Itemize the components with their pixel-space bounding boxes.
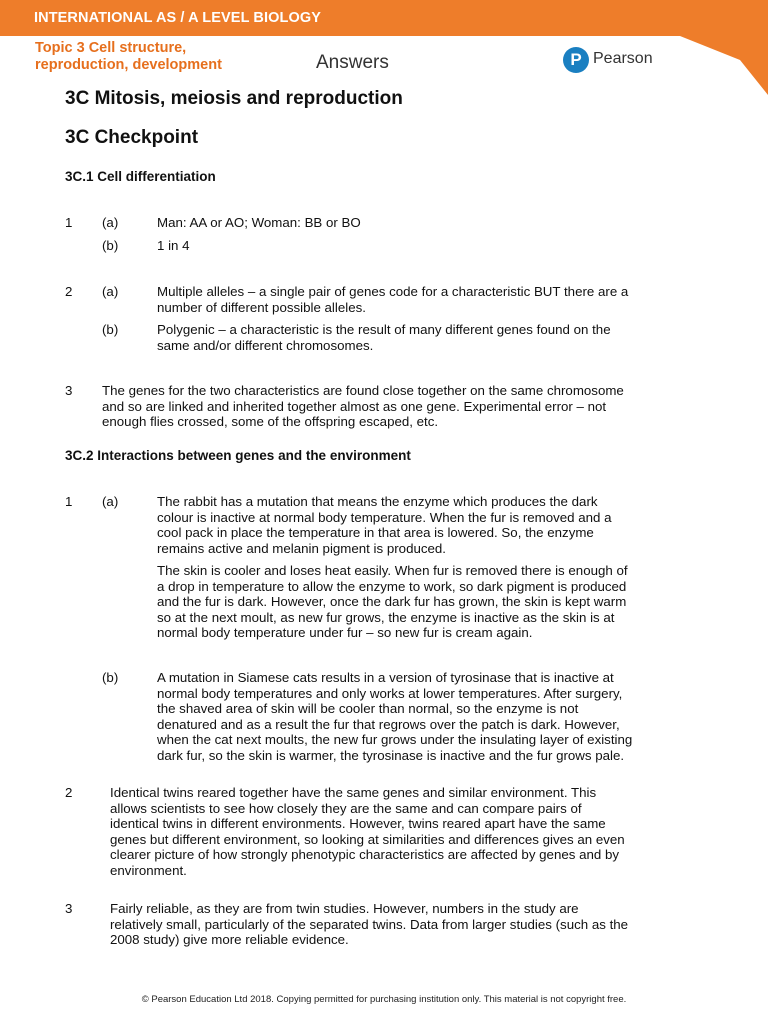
topic-title-line2: reproduction, development bbox=[35, 57, 222, 73]
text-line: denatured and as a result the fur that regrows over the patch is dark. However, bbox=[157, 716, 620, 732]
text-line: The genes for the two characteristics are found close together on the same chromosome bbox=[102, 383, 624, 398]
text-line: dark fur, so the skin is warmer, the tyrosinase is inactive and the fur grows pale. bbox=[157, 747, 625, 763]
answer-paragraph bbox=[157, 563, 667, 641]
answer-text bbox=[102, 383, 668, 430]
text-line: A mutation in Siamese cats results in a version of tyrosinase that is inactive at bbox=[157, 670, 614, 685]
text-line: so at the next moult, as new fur grows, the enzyme is inactive as the skin is at bbox=[157, 609, 615, 625]
part-label: (b) bbox=[102, 238, 119, 253]
question-number: 3 bbox=[65, 383, 73, 398]
text-line: and so are linked and inherited together almost as one gene. Experimental error – not bbox=[102, 398, 607, 414]
part-label: (a) bbox=[102, 284, 119, 299]
text-line: The skin is cooler and loses heat easily. When fur is removed there is enough of bbox=[157, 563, 628, 578]
text-line: genes but different environment, so looking at similarities and differences gives an even bbox=[110, 831, 625, 847]
answer-text bbox=[157, 322, 667, 353]
question-number: 1 bbox=[65, 494, 73, 509]
text-line: normal body temperatures and only works at lower temperatures. After surgery, bbox=[157, 685, 623, 701]
text-line: 2008 study) give more reliable evidence. bbox=[110, 932, 349, 948]
text-line: same and/or different chromosomes. bbox=[157, 337, 374, 353]
part-label: (b) bbox=[102, 670, 119, 685]
text-line: The rabbit has a mutation that means the enzyme which produces the dark bbox=[157, 494, 598, 509]
text-line: environment. bbox=[110, 862, 187, 878]
text-line: remains active and melanin pigment is produced. bbox=[157, 540, 446, 556]
part-label: (a) bbox=[102, 494, 119, 509]
copyright-footer: © Pearson Education Ltd 2018. Copying permitted for purchasing institution only. This material is not copyright free. bbox=[141, 994, 627, 1005]
topic-title-line1: Topic 3 Cell structure, bbox=[35, 40, 187, 56]
text-line: Identical twins reared together have the same genes and similar environment. This bbox=[110, 785, 597, 800]
text-line: number of different possible alleles. bbox=[157, 299, 366, 315]
question-number: 1 bbox=[65, 215, 73, 230]
text-line: clearer picture of how strongly phenotypic characteristics are affected by genes and by bbox=[110, 847, 620, 863]
part-label: (a) bbox=[102, 215, 119, 230]
text-line: normal body temperature under fur – so new fur is cream again. bbox=[157, 625, 533, 641]
series-title: INTERNATIONAL AS / A LEVEL BIOLOGY bbox=[34, 10, 321, 26]
pearson-logo-icon: P bbox=[563, 47, 589, 73]
section-heading-3c1: 3C.1 Cell differentiation bbox=[65, 169, 216, 184]
text-line: Fairly reliable, as they are from twin studies. However, numbers in the study are bbox=[110, 901, 579, 916]
question-number: 3 bbox=[65, 901, 73, 916]
question-number: 2 bbox=[65, 284, 73, 299]
text-line: identical twins in different environments. However, twins reared apart have the same bbox=[110, 816, 606, 832]
text-line: Multiple alleles – a single pair of genes code for a characteristic BUT there are a bbox=[157, 284, 629, 299]
answer-paragraph bbox=[157, 494, 667, 556]
text-line: relatively small, particularly of the separated twins. Data from larger studies (such as the bbox=[110, 916, 629, 932]
text-line: cool pack in place the temperature in that area is lowered. So, the enzyme bbox=[157, 525, 594, 541]
text-line: and the fur is dark. However, once the dark fur has grown, the skin is kept warm bbox=[157, 594, 627, 610]
pearson-wordmark: Pearson bbox=[593, 50, 653, 67]
answer-text bbox=[157, 284, 667, 315]
text-line: allows scientists to see how closely they are the same and can compare pairs of bbox=[110, 800, 582, 816]
section-label: Answers bbox=[316, 52, 389, 73]
part-label: (b) bbox=[102, 322, 119, 337]
page-subtitle: 3C Checkpoint bbox=[65, 127, 199, 148]
answer-paragraph bbox=[110, 901, 666, 948]
text-line: Polygenic – a characteristic is the result of many different genes found on the bbox=[157, 322, 611, 337]
answer-text: Man: AA or AO; Woman: BB or BO bbox=[157, 215, 361, 230]
text-line: when the cat next moults, the new fur grows under the insulating layer of existing bbox=[157, 732, 633, 748]
text-line: the shaved area of skin will be cooler than normal, so the enzyme is not bbox=[157, 701, 579, 717]
page-title: 3C Mitosis, meiosis and reproduction bbox=[65, 88, 403, 109]
answer-text: 1 in 4 bbox=[157, 238, 190, 253]
question-number: 2 bbox=[65, 785, 73, 800]
answer-paragraph bbox=[157, 670, 667, 764]
text-line: a drop in temperature to allow the enzyme to work, so dark pigment is produced bbox=[157, 578, 627, 594]
text-line: colour is inactive at normal body temperature. When the fur is removed and a bbox=[157, 509, 612, 525]
section-heading-3c2: 3C.2 Interactions between genes and the environment bbox=[65, 448, 411, 463]
text-line: enough flies crossed, some of the offspring escaped, etc. bbox=[102, 414, 439, 430]
answer-paragraph bbox=[110, 785, 666, 879]
